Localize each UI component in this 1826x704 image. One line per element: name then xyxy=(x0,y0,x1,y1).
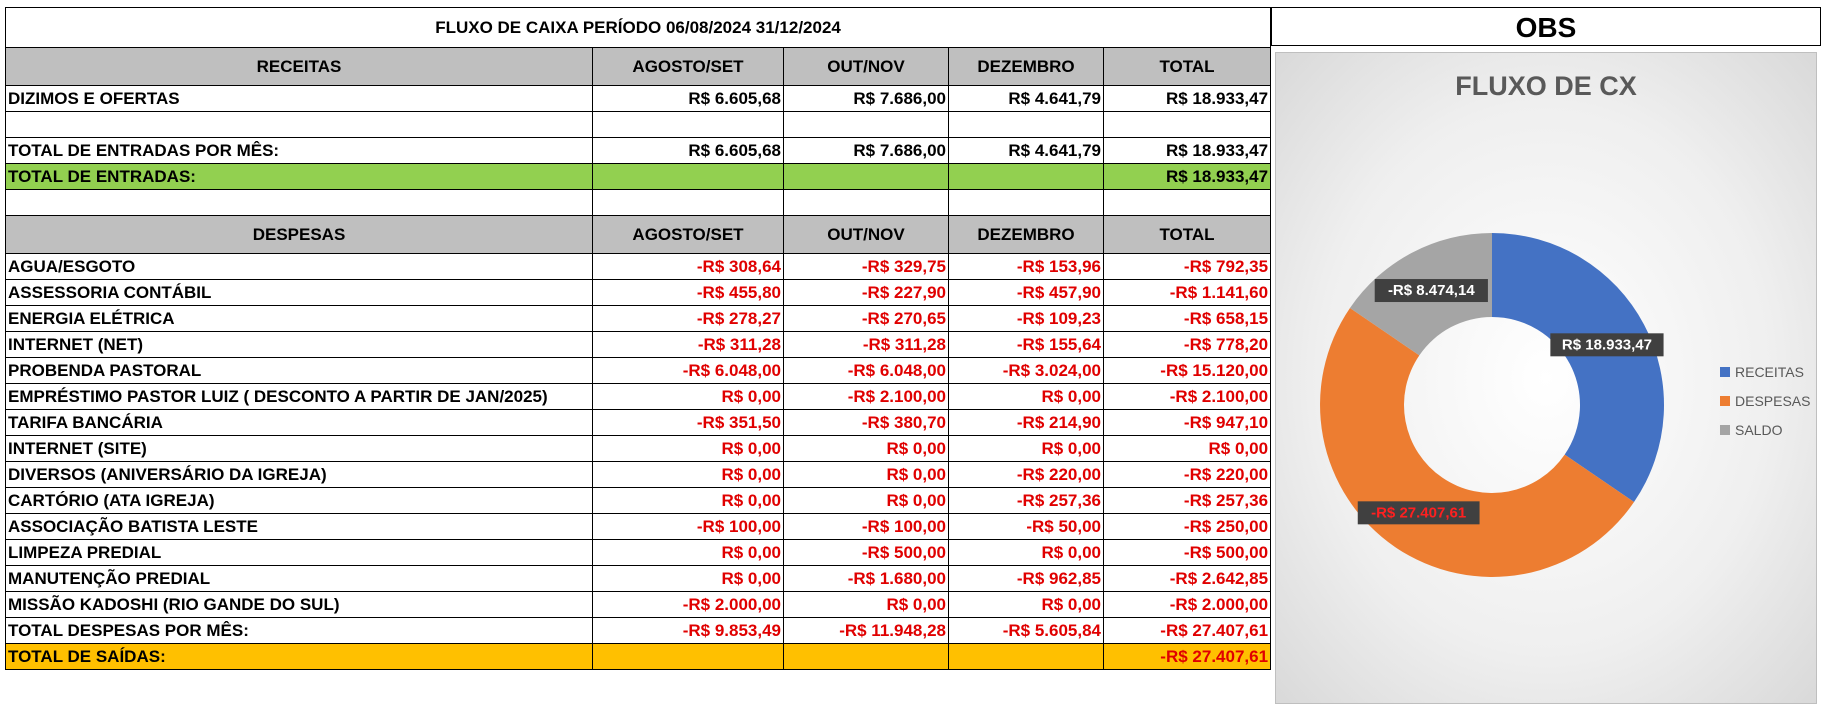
chart-canvas xyxy=(1276,53,1816,703)
row-label[interactable]: ENERGIA ELÉTRICA xyxy=(6,306,593,332)
cell-out-nov[interactable]: -R$ 270,65 xyxy=(784,306,949,332)
cell-agosto-set[interactable]: R$ 6.605,68 xyxy=(593,138,784,164)
cell-out-nov[interactable]: R$ 7.686,00 xyxy=(784,86,949,112)
cell-agosto-set[interactable]: R$ 0,00 xyxy=(593,566,784,592)
cell-dezembro[interactable]: -R$ 257,36 xyxy=(949,488,1104,514)
cell-total[interactable]: -R$ 792,35 xyxy=(1104,254,1271,280)
legend-item-saldo[interactable] xyxy=(1720,422,1783,438)
cell-agosto-set[interactable]: R$ 0,00 xyxy=(593,488,784,514)
row-label[interactable]: DIZIMOS E OFERTAS xyxy=(6,86,593,112)
cell-dezembro[interactable]: R$ 4.641,79 xyxy=(949,86,1104,112)
table-row xyxy=(6,436,1271,462)
row-label[interactable]: TOTAL DESPESAS POR MÊS: xyxy=(6,618,593,644)
empty-cell[interactable] xyxy=(784,164,949,190)
cell-out-nov[interactable]: -R$ 380,70 xyxy=(784,410,949,436)
row-label[interactable]: ASSOCIAÇÃO BATISTA LESTE xyxy=(6,514,593,540)
slice-receitas[interactable] xyxy=(1492,233,1664,502)
row-label[interactable]: INTERNET (NET) xyxy=(6,332,593,358)
cell-agosto-set[interactable]: -R$ 278,27 xyxy=(593,306,784,332)
empty-cell[interactable] xyxy=(593,164,784,190)
cell-total[interactable]: R$ 18.933,47 xyxy=(1104,86,1271,112)
cell-total[interactable]: R$ 18.933,47 xyxy=(1104,164,1271,190)
empty-cell[interactable] xyxy=(593,112,784,138)
cell-dezembro[interactable]: -R$ 457,90 xyxy=(949,280,1104,306)
cell-total[interactable]: -R$ 2.000,00 xyxy=(1104,592,1271,618)
cell-agosto-set[interactable]: -R$ 308,64 xyxy=(593,254,784,280)
cell-total[interactable]: -R$ 2.100,00 xyxy=(1104,384,1271,410)
header-dezembro[interactable]: DEZEMBRO xyxy=(949,216,1104,254)
data-label-saldo xyxy=(1375,279,1488,302)
svg-text:DESPESAS: DESPESAS xyxy=(1735,393,1811,409)
cell-agosto-set[interactable]: R$ 0,00 xyxy=(593,462,784,488)
cell-out-nov[interactable]: -R$ 500,00 xyxy=(784,540,949,566)
cell-dezembro[interactable]: R$ 0,00 xyxy=(949,436,1104,462)
doughnut-chart[interactable] xyxy=(1275,52,1817,704)
empty-row xyxy=(6,112,1271,138)
cell-total[interactable]: -R$ 778,20 xyxy=(1104,332,1271,358)
receitas-header-row xyxy=(6,48,1271,86)
table-row xyxy=(6,306,1271,332)
row-label[interactable]: PROBENDA PASTORAL xyxy=(6,358,593,384)
empty-cell[interactable] xyxy=(6,112,593,138)
empty-cell[interactable] xyxy=(6,190,593,216)
table-row xyxy=(6,254,1271,280)
svg-text:RECEITAS: RECEITAS xyxy=(1735,364,1804,380)
cell-out-nov[interactable]: R$ 0,00 xyxy=(784,462,949,488)
svg-text:SALDO: SALDO xyxy=(1735,422,1783,438)
cell-agosto-set[interactable]: -R$ 455,80 xyxy=(593,280,784,306)
table-row xyxy=(6,280,1271,306)
cell-out-nov[interactable]: -R$ 1.680,00 xyxy=(784,566,949,592)
empty-cell[interactable] xyxy=(949,644,1104,670)
cell-agosto-set[interactable]: R$ 0,00 xyxy=(593,436,784,462)
row-label[interactable]: CARTÓRIO (ATA IGREJA) xyxy=(6,488,593,514)
cell-agosto-set[interactable]: -R$ 2.000,00 xyxy=(593,592,784,618)
header-out-nov[interactable]: OUT/NOV xyxy=(784,48,949,86)
table-row xyxy=(6,566,1271,592)
row-label[interactable]: TOTAL DE ENTRADAS POR MÊS: xyxy=(6,138,593,164)
header-despesas[interactable]: DESPESAS xyxy=(6,216,593,254)
cell-total[interactable]: R$ 18.933,47 xyxy=(1104,138,1271,164)
table-row xyxy=(6,138,1271,164)
cell-total[interactable]: -R$ 27.407,61 xyxy=(1104,618,1271,644)
cell-agosto-set[interactable]: -R$ 9.853,49 xyxy=(593,618,784,644)
row-label[interactable]: ASSESSORIA CONTÁBIL xyxy=(6,280,593,306)
cell-agosto-set[interactable]: R$ 0,00 xyxy=(593,540,784,566)
header-agosto-set[interactable]: AGOSTO/SET xyxy=(593,216,784,254)
cell-out-nov[interactable]: -R$ 227,90 xyxy=(784,280,949,306)
row-label[interactable]: AGUA/ESGOTO xyxy=(6,254,593,280)
row-label[interactable]: MANUTENÇÃO PREDIAL xyxy=(6,566,593,592)
cell-dezembro[interactable]: R$ 0,00 xyxy=(949,540,1104,566)
cell-dezembro[interactable]: R$ 0,00 xyxy=(949,592,1104,618)
cell-dezembro[interactable]: -R$ 962,85 xyxy=(949,566,1104,592)
legend-item-receitas[interactable] xyxy=(1720,364,1804,380)
cell-dezembro[interactable]: -R$ 214,90 xyxy=(949,410,1104,436)
row-label[interactable]: INTERNET (SITE) xyxy=(6,436,593,462)
cell-total[interactable]: -R$ 2.642,85 xyxy=(1104,566,1271,592)
svg-text:-R$ 27.407,61: -R$ 27.407,61 xyxy=(1371,504,1467,522)
cell-total[interactable]: -R$ 500,00 xyxy=(1104,540,1271,566)
table-row xyxy=(6,332,1271,358)
table-row xyxy=(6,410,1271,436)
table-row xyxy=(6,462,1271,488)
svg-text:R$ 18.933,47: R$ 18.933,47 xyxy=(1561,336,1653,354)
row-label[interactable]: DIVERSOS (ANIVERSÁRIO DA IGREJA) xyxy=(6,462,593,488)
row-label[interactable]: TOTAL DE SAÍDAS: xyxy=(6,644,593,670)
empty-cell[interactable] xyxy=(784,112,949,138)
cell-total[interactable]: -R$ 1.141,60 xyxy=(1104,280,1271,306)
cell-dezembro[interactable]: -R$ 153,96 xyxy=(949,254,1104,280)
cell-agosto-set[interactable]: -R$ 351,50 xyxy=(593,410,784,436)
empty-row xyxy=(6,190,1271,216)
empty-cell[interactable] xyxy=(1104,190,1271,216)
table-row xyxy=(6,540,1271,566)
cell-total[interactable]: -R$ 220,00 xyxy=(1104,462,1271,488)
cell-dezembro[interactable]: -R$ 220,00 xyxy=(949,462,1104,488)
cell-out-nov[interactable]: -R$ 2.100,00 xyxy=(784,384,949,410)
empty-cell[interactable] xyxy=(949,112,1104,138)
total-saidas-row xyxy=(6,644,1271,670)
legend-item-despesas[interactable] xyxy=(1720,393,1810,409)
cash-flow-table xyxy=(5,7,1271,670)
table-row xyxy=(6,514,1271,540)
cell-total[interactable]: -R$ 658,15 xyxy=(1104,306,1271,332)
empty-cell[interactable] xyxy=(784,644,949,670)
header-total[interactable]: TOTAL xyxy=(1104,216,1271,254)
cell-dezembro[interactable]: R$ 0,00 xyxy=(949,384,1104,410)
cell-dezembro[interactable]: -R$ 50,00 xyxy=(949,514,1104,540)
cell-dezembro[interactable]: -R$ 109,23 xyxy=(949,306,1104,332)
svg-text:-R$ 8.474,14: -R$ 8.474,14 xyxy=(1387,282,1475,300)
cell-agosto-set[interactable]: R$ 0,00 xyxy=(593,384,784,410)
empty-cell[interactable] xyxy=(949,190,1104,216)
cell-total[interactable]: -R$ 257,36 xyxy=(1104,488,1271,514)
cell-out-nov[interactable]: -R$ 329,75 xyxy=(784,254,949,280)
header-dezembro[interactable]: DEZEMBRO xyxy=(949,48,1104,86)
total-entradas-row xyxy=(6,164,1271,190)
cell-out-nov[interactable]: R$ 0,00 xyxy=(784,488,949,514)
empty-cell[interactable] xyxy=(593,644,784,670)
cell-total[interactable]: -R$ 947,10 xyxy=(1104,410,1271,436)
cell-agosto-set[interactable]: R$ 6.605,68 xyxy=(593,86,784,112)
data-label-despesas xyxy=(1358,501,1480,524)
table-row xyxy=(6,358,1271,384)
cell-out-nov[interactable]: R$ 0,00 xyxy=(784,592,949,618)
cell-agosto-set[interactable]: -R$ 6.048,00 xyxy=(593,358,784,384)
table-row xyxy=(6,488,1271,514)
row-label[interactable]: TOTAL DE ENTRADAS: xyxy=(6,164,593,190)
header-out-nov[interactable]: OUT/NOV xyxy=(784,216,949,254)
obs-header[interactable]: OBS xyxy=(1271,7,1821,46)
table-row xyxy=(6,618,1271,644)
cell-total[interactable]: -R$ 27.407,61 xyxy=(1104,644,1271,670)
header-agosto-set[interactable]: AGOSTO/SET xyxy=(593,48,784,86)
data-label-receitas xyxy=(1550,333,1663,356)
cell-out-nov[interactable]: -R$ 6.048,00 xyxy=(784,358,949,384)
header-total[interactable]: TOTAL xyxy=(1104,48,1271,86)
cell-out-nov[interactable]: -R$ 311,28 xyxy=(784,332,949,358)
row-label[interactable]: TARIFA BANCÁRIA xyxy=(6,410,593,436)
cell-total[interactable]: R$ 0,00 xyxy=(1104,436,1271,462)
despesas-header-row xyxy=(6,216,1271,254)
cell-out-nov[interactable]: R$ 7.686,00 xyxy=(784,138,949,164)
row-label[interactable]: MISSÃO KADOSHI (RIO GANDE DO SUL) xyxy=(6,592,593,618)
table-row xyxy=(6,592,1271,618)
page-title[interactable]: FLUXO DE CAIXA PERÍODO 06/08/2024 31/12/2024 xyxy=(6,8,1271,48)
cell-total[interactable]: -R$ 250,00 xyxy=(1104,514,1271,540)
row-label[interactable]: EMPRÉSTIMO PASTOR LUIZ ( DESCONTO A PARTIR DE JAN/2025) xyxy=(6,384,593,410)
cell-dezembro[interactable]: -R$ 155,64 xyxy=(949,332,1104,358)
cell-dezembro[interactable]: -R$ 5.605,84 xyxy=(949,618,1104,644)
chart-title: FLUXO DE CX xyxy=(1455,71,1637,101)
cell-out-nov[interactable]: R$ 0,00 xyxy=(784,436,949,462)
empty-cell[interactable] xyxy=(949,164,1104,190)
cell-total[interactable]: -R$ 15.120,00 xyxy=(1104,358,1271,384)
empty-cell[interactable] xyxy=(1104,112,1271,138)
cell-agosto-set[interactable]: -R$ 311,28 xyxy=(593,332,784,358)
table-row xyxy=(6,384,1271,410)
cell-out-nov[interactable]: -R$ 100,00 xyxy=(784,514,949,540)
empty-cell[interactable] xyxy=(593,190,784,216)
header-receitas[interactable]: RECEITAS xyxy=(6,48,593,86)
cell-out-nov[interactable]: -R$ 11.948,28 xyxy=(784,618,949,644)
table-row xyxy=(6,86,1271,112)
row-label[interactable]: LIMPEZA PREDIAL xyxy=(6,540,593,566)
cell-dezembro[interactable]: -R$ 3.024,00 xyxy=(949,358,1104,384)
cell-dezembro[interactable]: R$ 4.641,79 xyxy=(949,138,1104,164)
empty-cell[interactable] xyxy=(784,190,949,216)
cell-agosto-set[interactable]: -R$ 100,00 xyxy=(593,514,784,540)
